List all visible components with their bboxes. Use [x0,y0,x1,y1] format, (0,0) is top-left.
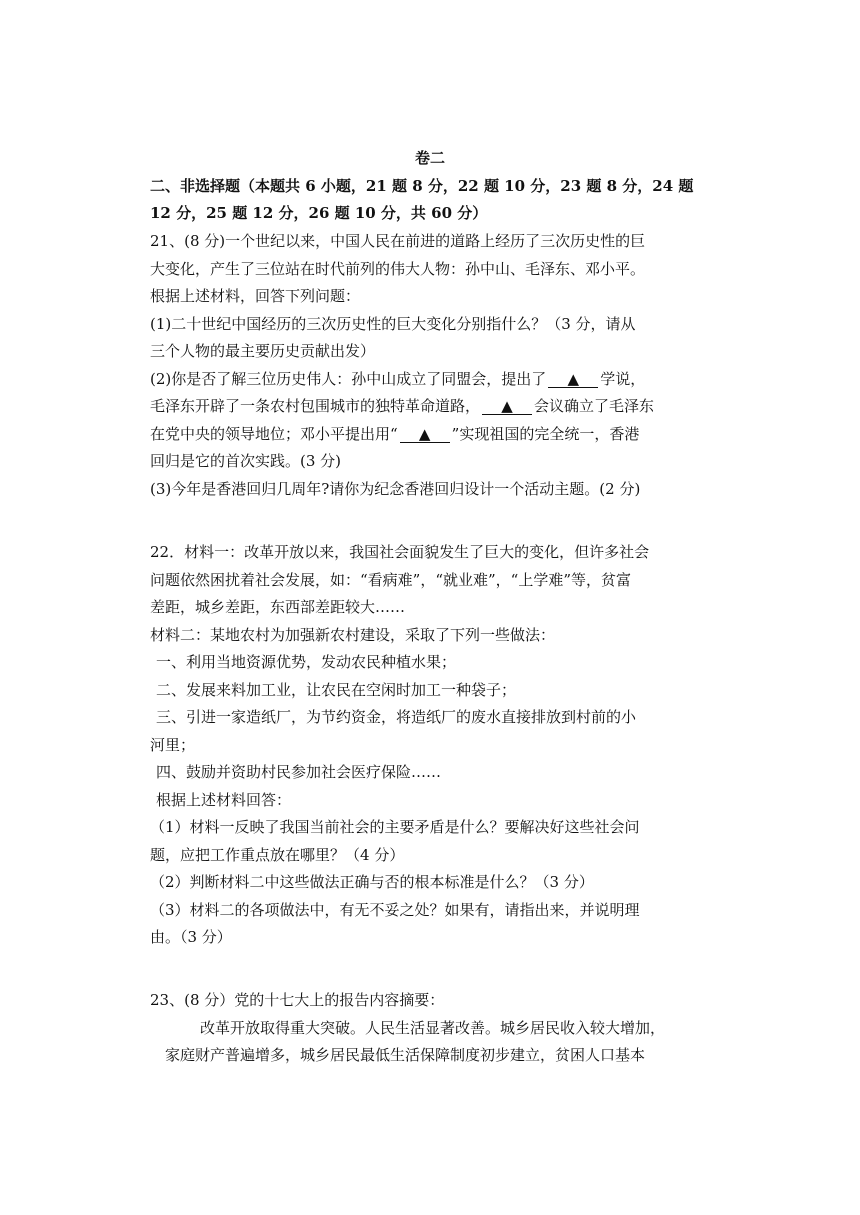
q21-text: ”实现祖国的完全统一，香港 [451,425,640,443]
q22-line-8: 河里； [150,736,196,754]
q21-text: 毛泽东开辟了一条农村包围城市的独特革命道路， [150,397,481,415]
q22-line-1: 22．材料一：改革开放以来，我国社会面貌发生了巨大的变化，但许多社会 [150,543,650,561]
q21-line-10: (3)今年是香港回归几周年?请你为纪念香港回归设计一个活动主题。(2 分) [150,480,641,498]
q21-line-3: 根据上述材料，回答下列问题： [150,287,361,305]
q22-line-11: （1）材料一反映了我国当前社会的主要矛盾是什么？要解决好这些社会问 [150,818,640,836]
q22-line-10: 根据上述材料回答： [156,791,292,809]
q21-line-8 [150,424,720,444]
q23-line-3: 家庭财产普遍增多，城乡居民最低生活保障制度初步建立，贫困人口基本 [165,1046,646,1064]
q21-line-2: 大变化，产生了三位站在时代前列的伟大人物：孙中山、毛泽东、邓小平。 [150,260,646,278]
q22-line-3: 差距，城乡差距，东西部差距较大…… [150,598,406,616]
q23-line-1: 23、(8 分）党的十七大上的报告内容摘要： [150,991,445,1009]
q22-line-13: （2）判断材料二中这些做法正确与否的根本标准是什么？（3 分） [150,873,594,891]
q22-line-9: 四、鼓励并资助村民参加社会医疗保险…… [156,763,442,781]
q21-line-9: 回归是它的首次实践。(3 分) [150,452,342,470]
q23-line-2: 改革开放取得重大突破。人民生活显著改善。城乡居民收入较大增加， [200,1019,666,1037]
q22-line-14: （3）材料二的各项做法中，有无不妥之处？如果有，请指出来，并说明理 [150,901,640,919]
q22-line-5: 一、利用当地资源优势，发动农民种植水果； [156,653,457,671]
q22-line-2: 问题依然困扰着社会发展，如：“看病难”，“就业难”，“上学难”等，贫富 [150,571,632,589]
q22-line-15: 由。（3 分） [150,928,232,946]
q21-line-7 [150,396,720,416]
q21-line-1: 21、(8 分)一个世纪以来，中国人民在前进的道路上经历了三次历史性的巨 [150,232,646,250]
answer-blank: ▲ [548,371,598,388]
answer-blank: ▲ [400,426,450,443]
answer-blank: ▲ [482,398,532,415]
q22-line-12: 题，应把工作重点放在哪里？（4 分） [150,846,405,864]
section-title: 卷二 [414,149,445,167]
q22-line-7: 三、引进一家造纸厂，为节约资金，将造纸厂的废水直接排放到村前的小 [156,708,637,726]
q21-text: 学说， [600,370,646,388]
q22-line-6: 二、发展来料加工业，让农民在空闲时加工一种袋子； [156,681,517,699]
q21-text: 在党中央的领导地位；邓小平提出用“ [150,425,398,443]
section-heading-line-2: 12 分，25 题 12 分，26 题 10 分，共 60 分） [150,204,488,222]
q22-line-4: 材料二：某地农村为加强新农村建设，采取了下列一些做法： [150,626,556,644]
q21-text: 会议确立了毛泽东 [534,397,655,415]
section-heading-line-1: 二、非选择题（本题共 6 小题，21 题 8 分，22 题 10 分，23 题 8 分，24 题 [150,177,694,195]
q21-line-4: (1)二十世纪中国经历的三次历史性的巨大变化分别指什么？（3 分，请从 [150,315,636,333]
q21-line-6 [150,369,720,389]
q21-line-5: 三个人物的最主要历史贡献出发） [150,342,376,360]
q21-text: (2)你是否了解三位历史伟人：孙中山成立了同盟会，提出了 [150,370,547,388]
